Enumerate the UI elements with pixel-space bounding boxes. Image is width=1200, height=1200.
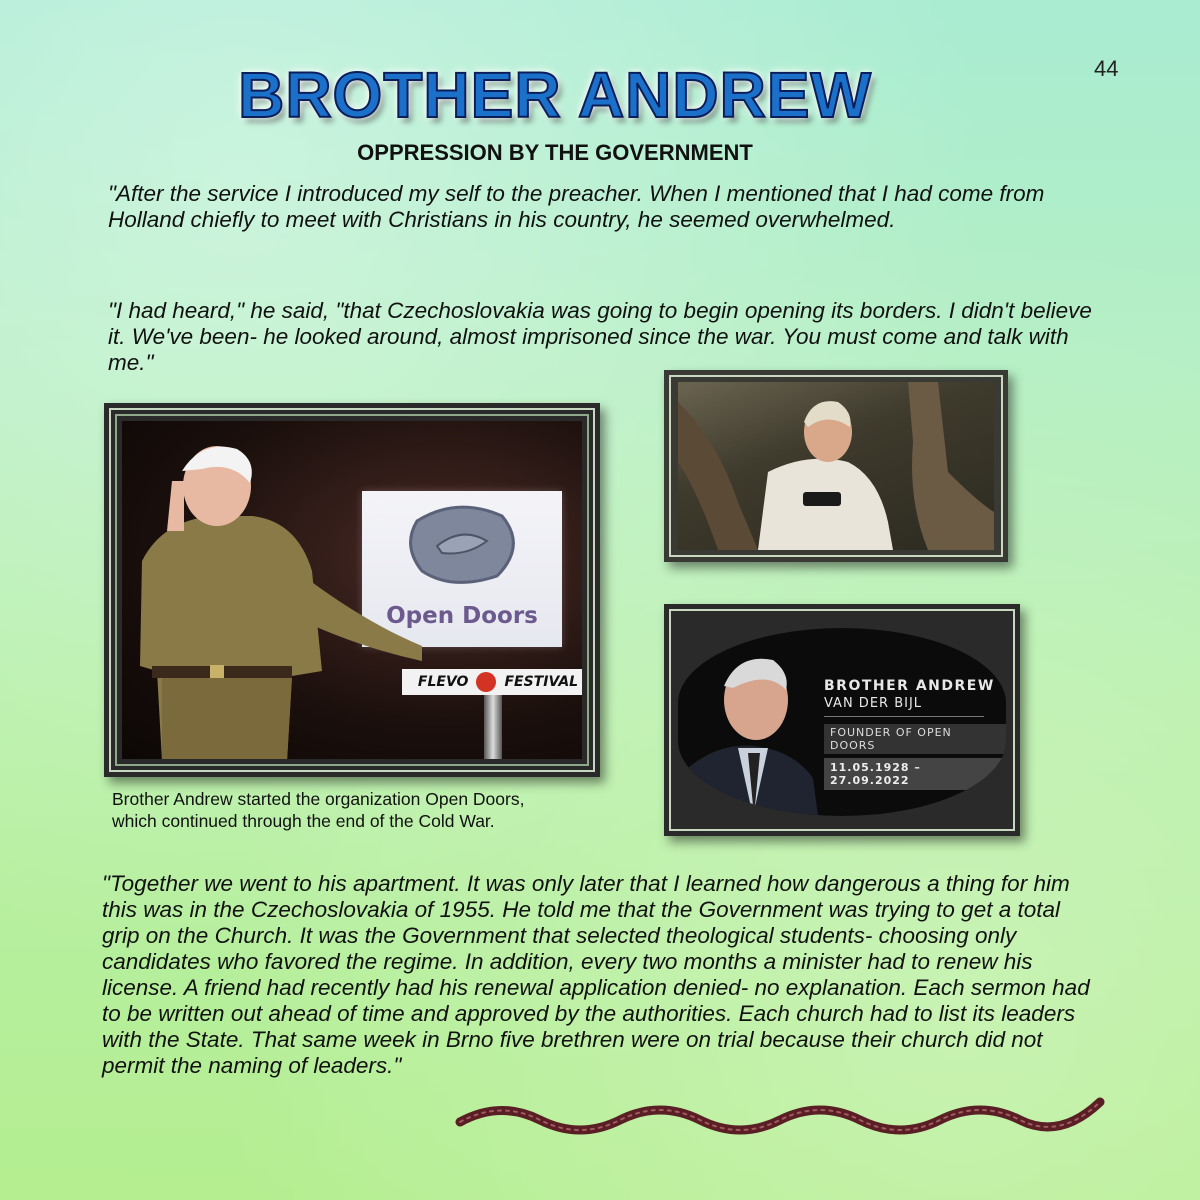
page-number: 44	[1094, 56, 1119, 81]
quote-paragraph-1: "After the service I introduced my self to the preacher. When I mentioned that I had come from Holland chiefly to meet with Christians in his country, he seemed overwhelmed.	[108, 181, 1045, 232]
memorial-name: BROTHER ANDREW	[824, 678, 995, 694]
banner-text: Open Doors	[386, 603, 538, 629]
quote-paragraph-2: "I had heard," he said, "that Czechoslovakia was going to begin opening its borders. I didn't believe it. We've been- he looked around, almost imprisoned since the war. You must come and talk with me."	[108, 298, 1092, 375]
wavy-ribbon-divider-icon	[455, 1092, 1105, 1142]
caption-line-1: Brother Andrew started the organization Open Doors,	[112, 789, 525, 809]
photo-caption	[112, 788, 632, 832]
page-title: BROTHER ANDREW	[238, 59, 872, 131]
caption-line-2: which continued through the end of the Cold War.	[112, 811, 495, 831]
memorial-graphic	[678, 628, 1006, 816]
podium-text-right: FESTIVAL	[504, 674, 579, 690]
photo-frame-open-doors	[104, 403, 600, 777]
page-subtitle: OPPRESSION BY THE GOVERNMENT	[357, 140, 753, 165]
podium-sign	[402, 669, 582, 695]
festival-logo-icon	[476, 672, 496, 692]
memorial-role: FOUNDER OF OPEN DOORS	[824, 724, 1006, 754]
photo-brother-andrew-speaking	[122, 421, 582, 759]
memorial-surname: VAN DER BIJL	[824, 696, 923, 711]
memorial-dates: 11.05.1928 – 27.09.2022	[824, 758, 1006, 790]
speaker-figure-icon	[122, 421, 582, 759]
photo-frame-tree-portrait	[664, 370, 1008, 562]
podium-text-left: FLEVO	[417, 674, 469, 690]
memorial-portrait-icon	[678, 628, 828, 816]
podium-stand	[484, 695, 502, 759]
portrait-figure-icon	[678, 382, 994, 550]
memorial-divider	[824, 716, 984, 717]
quote-paragraph-3: "Together we went to his apartment. It was only later that I learned how dangerous a thing for him this was in the Czechoslovakia of 1955. He told me that the Government was trying to get a total grip on the Church. It was the Government that selected theological students- choosing only candidates who favored the regime. In addition, every two months a minister had to renew his license. A friend had recently had his renewal application denied- no explanation. Each sermon had to be written out ahead of time and approved by the authorities. Each church had to list its leaders with the State. That same week in Brno five brethren were on trial because their church did not permit the naming of leaders."	[102, 871, 1090, 1078]
photo-frame-memorial	[664, 604, 1020, 836]
photo-brother-andrew-tree	[678, 382, 994, 550]
